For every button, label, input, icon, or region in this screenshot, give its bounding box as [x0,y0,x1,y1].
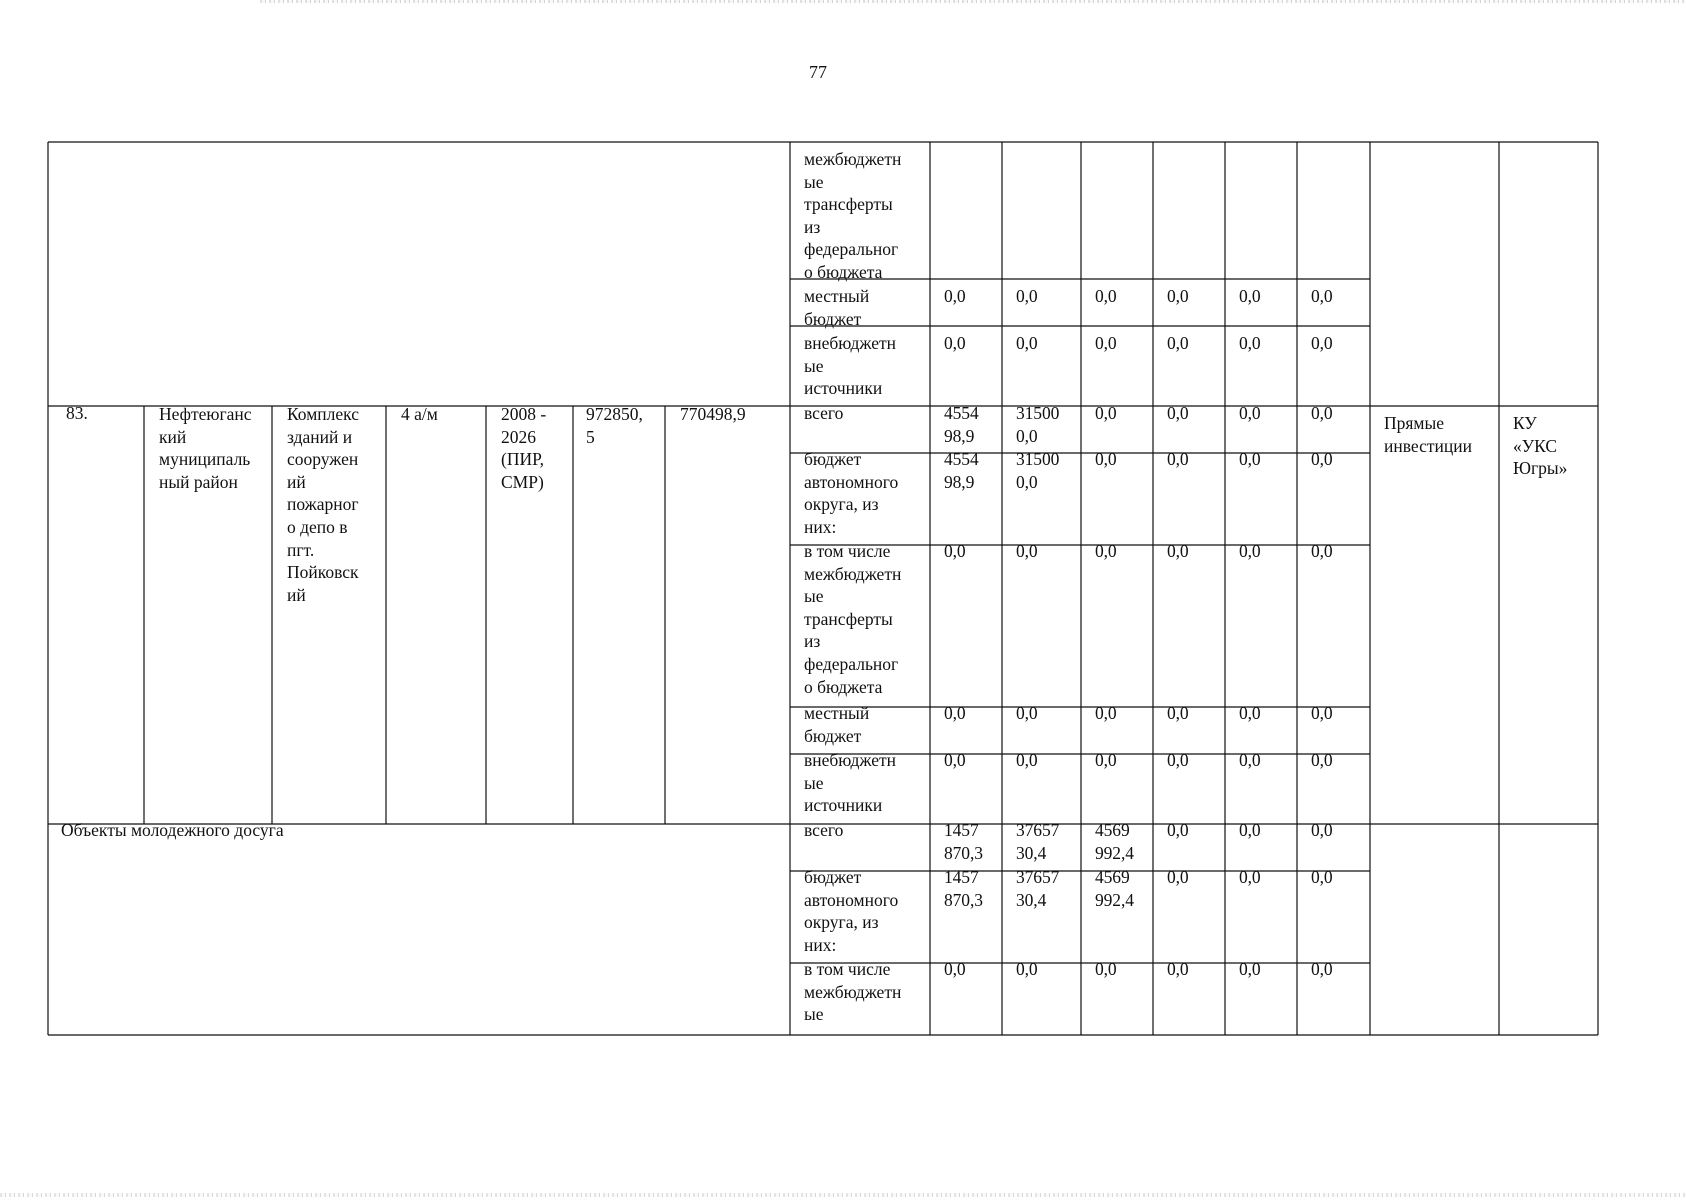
table-cell: 0,0 [1095,750,1117,770]
table-cell: 0,0 [1239,750,1261,770]
municipality-cell: Нефтеюганс кий муниципаль ный район [159,404,252,492]
table-cell: 0,0 [944,959,966,979]
table-cell: 0,0 [1311,449,1333,469]
type-autonomous-okrug-budget: бюджет автономного округа, из них: [804,867,899,955]
table-cell: 0,0 [1095,333,1117,353]
type-total: всего [804,820,844,840]
scan-artifact-bottom [0,1193,1686,1197]
table-cell: 0,0 [1311,333,1333,353]
type-off-budget: внебюджетн ые источники [804,750,897,816]
row-number: 83. [66,403,88,423]
cost-cell: 972850, 5 [586,404,643,447]
table-cell: 0,0 [1167,750,1189,770]
table-cell: 0,0 [1095,703,1117,723]
table-cell: 37657 30,4 [1016,820,1060,863]
table-cell: 0,0 [1016,541,1038,561]
type-off-budget: внебюджетн ые источники [804,333,897,399]
remaining-cost-cell: 770498,9 [680,404,746,424]
table-cell: 0,0 [1239,703,1261,723]
table-cell: 0,0 [1239,333,1261,353]
type-intergovernmental-transfers: межбюджетн ые трансферты из федеральног о бюджета [804,149,902,282]
table-cell: 0,0 [1167,867,1189,887]
table-cell: 1457 870,3 [944,820,983,863]
table-cell: 0,0 [1167,820,1189,840]
table-cell: 0,0 [1095,286,1117,306]
table-cell: 0,0 [1016,959,1038,979]
table-cell: 0,0 [1095,959,1117,979]
period-cell: 2008 - 2026 (ПИР, СМР) [501,404,547,492]
table-cell: 0,0 [1095,403,1117,423]
table-cell: 0,0 [1239,867,1261,887]
table-cell: 0,0 [944,286,966,306]
table-cell: 0,0 [1095,541,1117,561]
table-cell: 0,0 [1311,403,1333,423]
table-cell: 0,0 [1016,703,1038,723]
type-autonomous-okrug-budget: бюджет автономного округа, из них: [804,449,899,537]
table-cell: 0,0 [1167,959,1189,979]
type-local-budget: местный бюджет [804,286,870,329]
table-cell: 0,0 [1095,449,1117,469]
table-cell: 4569 992,4 [1095,820,1134,863]
table-cell: 0,0 [944,333,966,353]
table-cell: 0,0 [1239,820,1261,840]
type-intergovernmental-transfers: в том числе межбюджетн ые [804,959,902,1025]
investment-form-cell: Прямые инвестиции [1384,413,1472,456]
object-cell: Комплекс зданий и сооружен ий пожарног о депо в пгт. Пойковск ий [287,404,359,605]
type-intergovernmental-transfers: в том числе межбюджетн ые трансферты из федеральног о бюджета [804,541,902,697]
table-cell: 0,0 [1016,286,1038,306]
table-cell: 0,0 [1311,820,1333,840]
table-cell: 37657 30,4 [1016,867,1060,910]
table-cell: 0,0 [944,703,966,723]
capacity-cell: 4 а/м [401,404,438,424]
table-cell: 0,0 [1239,403,1261,423]
table-cell: 0,0 [1239,286,1261,306]
table-cell: 4554 98,9 [944,449,979,492]
table-cell: 1457 870,3 [944,867,983,910]
table-cell: 0,0 [944,750,966,770]
table-cell: 0,0 [1239,449,1261,469]
table-cell: 31500 0,0 [1016,449,1060,492]
table-cell: 0,0 [1167,286,1189,306]
table-cell: 0,0 [1311,703,1333,723]
table-cell: 0,0 [1311,867,1333,887]
page-number: 77 [809,62,827,82]
section-title-youth-leisure: Объекты молодежного досуга [61,820,284,840]
table-cell: 0,0 [944,541,966,561]
type-local-budget: местный бюджет [804,703,870,746]
table-cell: 4554 98,9 [944,403,979,446]
table-cell: 31500 0,0 [1016,403,1060,446]
table-cell: 0,0 [1311,750,1333,770]
scan-artifact-top [260,0,1686,3]
type-total: всего [804,403,844,423]
table-cell: 0,0 [1167,703,1189,723]
budget-table [48,142,1598,1035]
table-cell: 0,0 [1016,333,1038,353]
customer-cell: КУ «УКС Югры» [1513,413,1568,479]
table-cell: 0,0 [1311,959,1333,979]
table-cell: 0,0 [1167,333,1189,353]
table-cell: 0,0 [1239,959,1261,979]
table-cell: 0,0 [1239,541,1261,561]
table-cell: 0,0 [1016,750,1038,770]
table-cell: 0,0 [1311,541,1333,561]
table-cell: 4569 992,4 [1095,867,1134,910]
table-cell: 0,0 [1167,403,1189,423]
table-cell: 0,0 [1167,449,1189,469]
table-cell: 0,0 [1311,286,1333,306]
table-cell: 0,0 [1167,541,1189,561]
